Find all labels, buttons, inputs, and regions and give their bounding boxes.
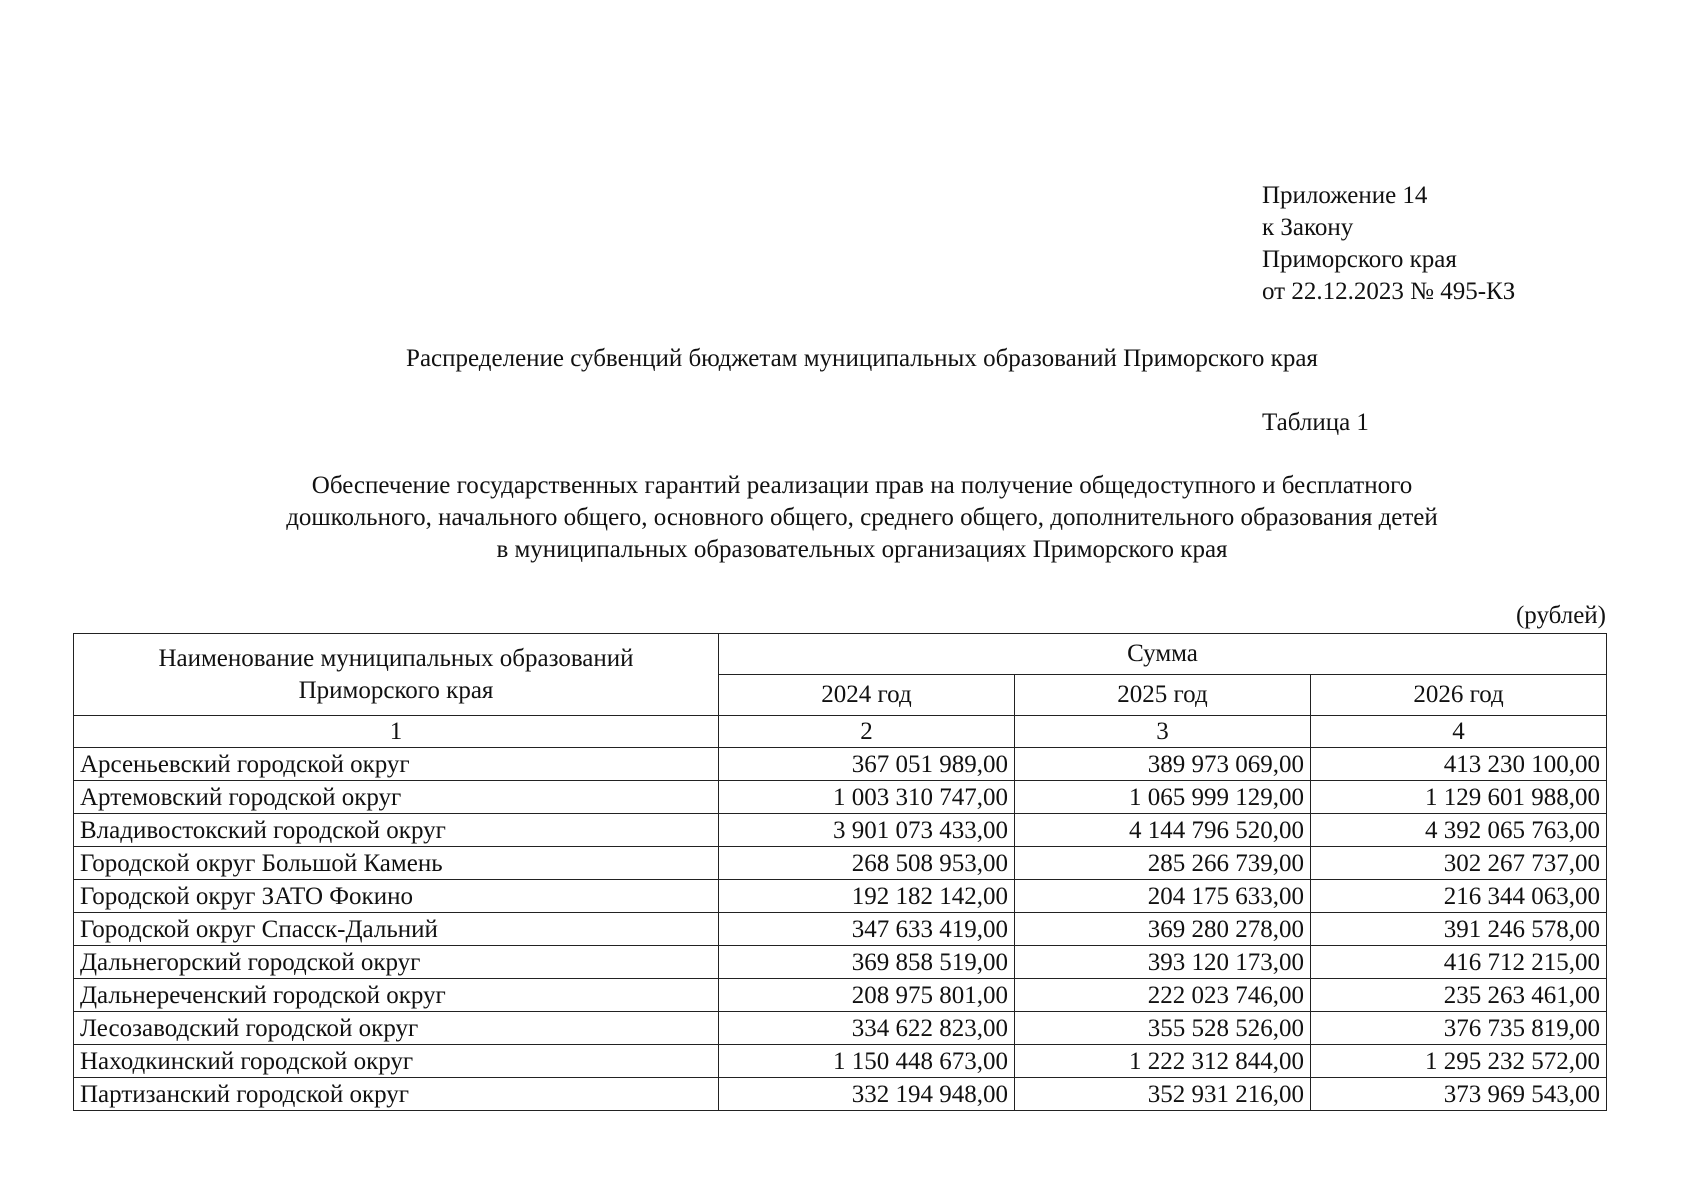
municipality-name: Артемовский городской округ [74,781,719,814]
amount-2024: 332 194 948,00 [719,1078,1015,1111]
amount-2025: 1 065 999 129,00 [1015,781,1311,814]
amount-2025: 352 931 216,00 [1015,1078,1311,1111]
table-row [74,1045,1607,1078]
amount-2025: 355 528 526,00 [1015,1012,1311,1045]
amount-2025: 1 222 312 844,00 [1015,1045,1311,1078]
amount-2026: 391 246 578,00 [1311,913,1607,946]
amount-2025: 204 175 633,00 [1015,880,1311,913]
municipality-name: Городской округ Большой Камень [74,847,719,880]
main-title: Распределение субвенций бюджетам муниципальных образований Приморского края [406,345,1318,372]
table-row [74,781,1607,814]
amount-2026: 413 230 100,00 [1311,748,1607,781]
column-index: 2 [719,716,1015,748]
amount-2024: 369 858 519,00 [719,946,1015,979]
amount-2024: 334 622 823,00 [719,1012,1015,1045]
column-index: 1 [74,716,719,748]
annex-line: от 22.12.2023 № 495-КЗ [1262,278,1516,305]
header-municipality [74,634,719,716]
amount-2024: 3 901 073 433,00 [719,814,1015,847]
municipality-name: Владивостокский городской округ [74,814,719,847]
table-number: Таблица 1 [1262,409,1369,436]
column-index: 3 [1015,716,1311,748]
table-row [74,946,1607,979]
amount-2024: 192 182 142,00 [719,880,1015,913]
table-row [74,748,1607,781]
amount-2026: 302 267 737,00 [1311,847,1607,880]
amount-2024: 208 975 801,00 [719,979,1015,1012]
annex-line: Приложение 14 [1262,182,1428,209]
amount-2026: 416 712 215,00 [1311,946,1607,979]
amount-2026: 1 129 601 988,00 [1311,781,1607,814]
table-row [74,1012,1607,1045]
table-row [74,880,1607,913]
amount-2026: 1 295 232 572,00 [1311,1045,1607,1078]
municipality-name: Городской округ Спасск-Дальний [74,913,719,946]
header-year: 2026 год [1311,675,1607,716]
table-row [74,913,1607,946]
header-sum: Сумма [719,634,1607,675]
amount-2025: 222 023 746,00 [1015,979,1311,1012]
municipality-name: Дальнереченский городской округ [74,979,719,1012]
municipality-name: Арсеньевский городской округ [74,748,719,781]
annex-line: к Закону [1262,214,1354,241]
amount-2026: 235 263 461,00 [1311,979,1607,1012]
amount-2026: 4 392 065 763,00 [1311,814,1607,847]
subtitle-line: в муниципальных образовательных организациях Приморского края [496,536,1228,563]
amount-2024: 268 508 953,00 [719,847,1015,880]
municipality-name: Партизанский городской округ [74,1078,719,1111]
amount-2025: 4 144 796 520,00 [1015,814,1311,847]
amount-2024: 1 150 448 673,00 [719,1045,1015,1078]
amount-2025: 393 120 173,00 [1015,946,1311,979]
table-row [74,979,1607,1012]
municipality-name: Находкинский городской округ [74,1045,719,1078]
annex-line: Приморского края [1262,246,1457,273]
amount-2026: 373 969 543,00 [1311,1078,1607,1111]
subtitle-line: дошкольного, начального общего, основного общего, среднего общего, дополнительного образования детей [286,504,1438,531]
column-index: 4 [1311,716,1607,748]
header-municipality-line: Приморского края [298,676,494,704]
table-row [74,1078,1607,1111]
amount-2024: 1 003 310 747,00 [719,781,1015,814]
amount-2024: 347 633 419,00 [719,913,1015,946]
annex-block [1262,180,1515,308]
amount-2024: 367 051 989,00 [719,748,1015,781]
header-municipality-line: Наименование муниципальных образований [158,644,634,672]
municipality-name: Дальнегорский городской округ [74,946,719,979]
municipality-name: Лесозаводский городской округ [74,1012,719,1045]
amount-2026: 376 735 819,00 [1311,1012,1607,1045]
subtitle-line: Обеспечение государственных гарантий реализации прав на получение общедоступного и бесплатного [311,472,1413,499]
amount-2025: 389 973 069,00 [1015,748,1311,781]
subventions-table [73,633,1607,1111]
amount-2025: 369 280 278,00 [1015,913,1311,946]
table-row [74,847,1607,880]
table-subtitle [0,470,1698,566]
amount-2025: 285 266 739,00 [1015,847,1311,880]
units-label: (рублей) [1515,602,1606,629]
header-year: 2025 год [1015,675,1311,716]
header-year: 2024 год [719,675,1015,716]
table-row [74,814,1607,847]
municipality-name: Городской округ ЗАТО Фокино [74,880,719,913]
amount-2026: 216 344 063,00 [1311,880,1607,913]
